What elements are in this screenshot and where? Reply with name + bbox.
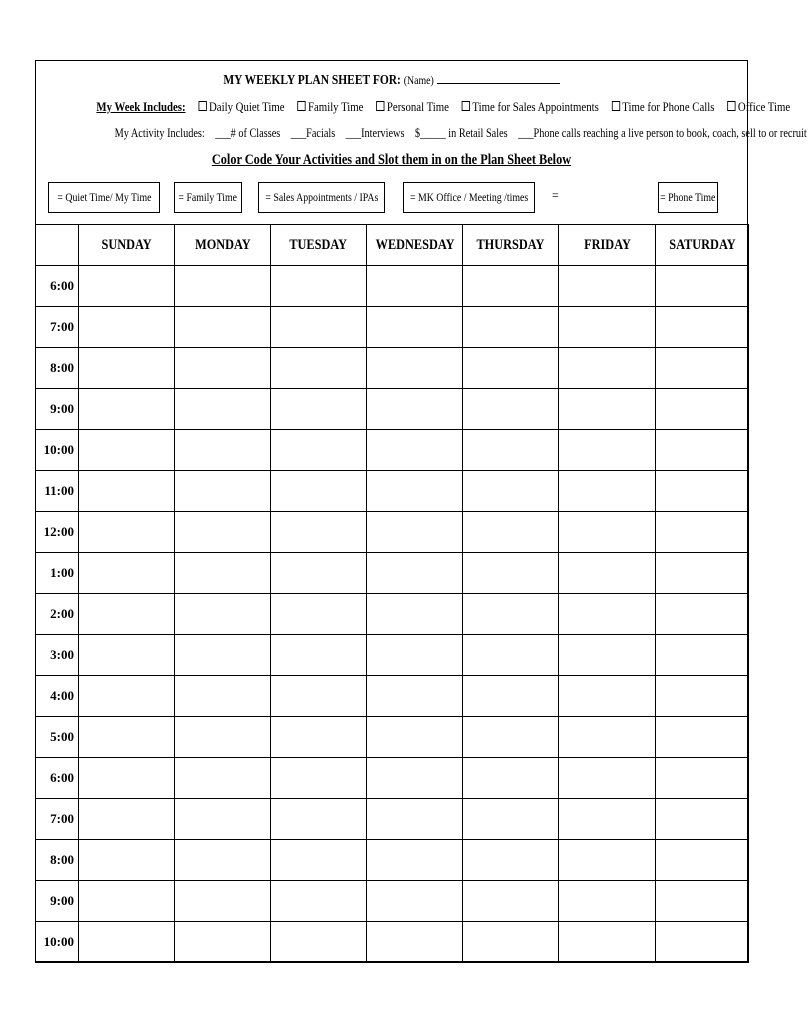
day-header-thursday: THURSDAY: [463, 225, 559, 266]
time-label: 6:00: [36, 266, 79, 307]
slot-cell-thursday[interactable]: [463, 307, 559, 348]
checkbox-icon[interactable]: [376, 101, 384, 111]
day-header-friday: FRIDAY: [559, 225, 656, 266]
slot-cell-sunday[interactable]: [79, 799, 175, 840]
slot-cell-tuesday[interactable]: [271, 881, 367, 922]
legend-mk-office[interactable]: = MK Office / Meeting /times: [403, 182, 535, 213]
slot-cell-sunday[interactable]: [79, 512, 175, 553]
slot-cell-sunday[interactable]: [79, 594, 175, 635]
slot-cell-friday[interactable]: [559, 881, 656, 922]
slot-cell-thursday[interactable]: [463, 348, 559, 389]
slot-cell-saturday[interactable]: [656, 881, 749, 922]
weekly-plan-table: [35, 224, 749, 963]
activity-facials[interactable]: ___Facials: [290, 125, 336, 140]
day-header-saturday: SATURDAY: [656, 225, 749, 266]
slot-cell-tuesday[interactable]: [271, 471, 367, 512]
slot-cell-friday[interactable]: [559, 922, 656, 963]
slot-cell-wednesday[interactable]: [367, 676, 463, 717]
slot-cell-monday[interactable]: [175, 512, 271, 553]
time-label: 3:00: [36, 635, 79, 676]
slot-cell-monday[interactable]: [175, 430, 271, 471]
slot-cell-friday[interactable]: [559, 307, 656, 348]
slot-cell-thursday[interactable]: [463, 594, 559, 635]
slot-cell-sunday[interactable]: [79, 553, 175, 594]
slot-cell-wednesday[interactable]: [367, 307, 463, 348]
slot-cell-tuesday[interactable]: [271, 512, 367, 553]
slot-cell-saturday[interactable]: [656, 676, 749, 717]
slot-cell-wednesday[interactable]: [367, 799, 463, 840]
slot-cell-tuesday[interactable]: [271, 266, 367, 307]
slot-cell-monday[interactable]: [175, 348, 271, 389]
activity-includes-label: My Activity Includes:: [114, 125, 205, 140]
time-label: 8:00: [36, 840, 79, 881]
slot-cell-sunday[interactable]: [79, 840, 175, 881]
slot-cell-saturday[interactable]: [656, 430, 749, 471]
activity-includes-row: [111, 125, 807, 141]
week-option-daily-quiet-time[interactable]: Daily Quiet Time: [198, 99, 284, 114]
time-slot-row: [36, 307, 749, 348]
slot-cell-sunday[interactable]: [79, 635, 175, 676]
slot-cell-thursday[interactable]: [463, 799, 559, 840]
slot-cell-friday[interactable]: [559, 471, 656, 512]
slot-cell-thursday[interactable]: [463, 553, 559, 594]
slot-cell-thursday[interactable]: [463, 430, 559, 471]
slot-cell-tuesday[interactable]: [271, 799, 367, 840]
time-label: 10:00: [36, 430, 79, 471]
time-label: 9:00: [36, 881, 79, 922]
week-option-sales-appointments[interactable]: Time for Sales Appointments: [462, 99, 599, 114]
slot-cell-wednesday[interactable]: [367, 840, 463, 881]
slot-cell-saturday[interactable]: [656, 512, 749, 553]
slot-cell-wednesday[interactable]: [367, 717, 463, 758]
time-label: 9:00: [36, 389, 79, 430]
time-slot-row: [36, 266, 749, 307]
checkbox-icon[interactable]: [297, 101, 305, 111]
activity-classes[interactable]: ___# of Classes: [215, 125, 281, 140]
slot-cell-saturday[interactable]: [656, 594, 749, 635]
slot-cell-monday[interactable]: [175, 594, 271, 635]
slot-cell-saturday[interactable]: [656, 553, 749, 594]
slot-cell-wednesday[interactable]: [367, 635, 463, 676]
time-slot-row: [36, 758, 749, 799]
slot-cell-friday[interactable]: [559, 635, 656, 676]
slot-cell-tuesday[interactable]: [271, 430, 367, 471]
slot-cell-thursday[interactable]: [463, 717, 559, 758]
slot-cell-tuesday[interactable]: [271, 553, 367, 594]
slot-cell-monday[interactable]: [175, 307, 271, 348]
slot-cell-monday[interactable]: [175, 389, 271, 430]
slot-cell-tuesday[interactable]: [271, 389, 367, 430]
slot-cell-monday[interactable]: [175, 922, 271, 963]
slot-cell-saturday[interactable]: [656, 471, 749, 512]
time-slot-row: [36, 594, 749, 635]
time-slot-row: [36, 512, 749, 553]
day-header-row: [36, 225, 749, 266]
slot-cell-monday[interactable]: [175, 635, 271, 676]
slot-cell-saturday[interactable]: [656, 758, 749, 799]
day-header-sunday: SUNDAY: [79, 225, 175, 266]
time-label: 6:00: [36, 758, 79, 799]
slot-cell-saturday[interactable]: [656, 840, 749, 881]
time-column-header: [36, 225, 79, 266]
legend-phone-time[interactable]: = Phone Time: [658, 182, 718, 213]
title-text: MY WEEKLY PLAN SHEET FOR:: [223, 73, 401, 88]
activity-interviews[interactable]: ___Interviews: [345, 125, 405, 140]
slot-cell-sunday[interactable]: [79, 717, 175, 758]
slot-cell-thursday[interactable]: [463, 389, 559, 430]
time-slot-row: [36, 553, 749, 594]
slot-cell-wednesday[interactable]: [367, 758, 463, 799]
slot-cell-friday[interactable]: [559, 758, 656, 799]
legend-quiet-time[interactable]: = Quiet Time/ My Time: [48, 182, 160, 213]
slot-cell-saturday[interactable]: [656, 635, 749, 676]
time-slot-row: [36, 430, 749, 471]
slot-cell-sunday[interactable]: [79, 266, 175, 307]
time-slot-row: [36, 676, 749, 717]
activity-retail-sales[interactable]: $_____ in Retail Sales: [414, 125, 508, 140]
slot-cell-tuesday[interactable]: [271, 840, 367, 881]
time-slot-row: [36, 922, 749, 963]
slot-cell-saturday[interactable]: [656, 799, 749, 840]
time-label: 7:00: [36, 307, 79, 348]
plan-sheet: [35, 60, 807, 962]
day-header-tuesday: TUESDAY: [271, 225, 367, 266]
time-slot-row: [36, 717, 749, 758]
slot-cell-sunday[interactable]: [79, 307, 175, 348]
slot-cell-thursday[interactable]: [463, 676, 559, 717]
slot-cell-tuesday[interactable]: [271, 594, 367, 635]
slot-cell-wednesday[interactable]: [367, 594, 463, 635]
time-slot-row: [36, 389, 749, 430]
slot-cell-wednesday[interactable]: [367, 266, 463, 307]
slot-cell-monday[interactable]: [175, 676, 271, 717]
activity-phone-calls[interactable]: ___Phone calls reaching a live person to book, coach, sell to or recruit: [518, 125, 807, 140]
slot-cell-saturday[interactable]: [656, 717, 749, 758]
slot-cell-saturday[interactable]: [656, 389, 749, 430]
slot-cell-monday[interactable]: [175, 266, 271, 307]
slot-cell-tuesday[interactable]: [271, 758, 367, 799]
slot-cell-friday[interactable]: [559, 512, 656, 553]
time-label: 7:00: [36, 799, 79, 840]
time-label: 5:00: [36, 717, 79, 758]
slot-cell-sunday[interactable]: [79, 389, 175, 430]
slot-cell-saturday[interactable]: [656, 266, 749, 307]
slot-cell-wednesday[interactable]: [367, 471, 463, 512]
week-option-personal-time[interactable]: Personal Time: [376, 99, 449, 114]
slot-cell-friday[interactable]: [559, 553, 656, 594]
name-field[interactable]: [437, 71, 560, 84]
checkbox-icon[interactable]: [611, 101, 619, 111]
slot-cell-friday[interactable]: [559, 430, 656, 471]
time-label: 12:00: [36, 512, 79, 553]
time-slot-row: [36, 799, 749, 840]
day-header-monday: MONDAY: [175, 225, 271, 266]
slot-cell-friday[interactable]: [559, 840, 656, 881]
slot-cell-friday[interactable]: [559, 594, 656, 635]
time-label: 11:00: [36, 471, 79, 512]
slot-cell-friday[interactable]: [559, 266, 656, 307]
slot-cell-tuesday[interactable]: [271, 676, 367, 717]
slot-cell-monday[interactable]: [175, 471, 271, 512]
slot-cell-friday[interactable]: [559, 799, 656, 840]
slot-cell-monday[interactable]: [175, 881, 271, 922]
slot-cell-sunday[interactable]: [79, 758, 175, 799]
week-includes-label: My Week Includes:: [96, 99, 186, 114]
slot-cell-wednesday[interactable]: [367, 430, 463, 471]
sheet-title: [100, 71, 683, 89]
time-slot-row: [36, 348, 749, 389]
slot-cell-thursday[interactable]: [463, 635, 559, 676]
slot-cell-monday[interactable]: [175, 758, 271, 799]
slot-cell-thursday[interactable]: [463, 758, 559, 799]
slot-cell-wednesday[interactable]: [367, 389, 463, 430]
slot-cell-monday[interactable]: [175, 717, 271, 758]
slot-cell-monday[interactable]: [175, 840, 271, 881]
slot-cell-thursday[interactable]: [463, 840, 559, 881]
slot-cell-thursday[interactable]: [463, 512, 559, 553]
time-label: 1:00: [36, 553, 79, 594]
time-label: 10:00: [36, 922, 79, 963]
day-header-wednesday: WEDNESDAY: [367, 225, 463, 266]
slot-cell-wednesday[interactable]: [367, 922, 463, 963]
slot-cell-wednesday[interactable]: [367, 553, 463, 594]
legend-family-time[interactable]: = Family Time: [174, 182, 242, 213]
slot-cell-sunday[interactable]: [79, 430, 175, 471]
slot-cell-sunday[interactable]: [79, 881, 175, 922]
time-slot-row: [36, 635, 749, 676]
legend-sales-appointments[interactable]: = Sales Appointments / IPAs: [258, 182, 385, 213]
time-slot-row: [36, 881, 749, 922]
time-label: 2:00: [36, 594, 79, 635]
time-label: 4:00: [36, 676, 79, 717]
slot-cell-sunday[interactable]: [79, 348, 175, 389]
slot-cell-wednesday[interactable]: [367, 512, 463, 553]
time-label: 8:00: [36, 348, 79, 389]
week-option-phone-calls[interactable]: Time for Phone Calls: [611, 99, 714, 114]
slot-cell-saturday[interactable]: [656, 348, 749, 389]
slot-cell-friday[interactable]: [559, 348, 656, 389]
slot-cell-thursday[interactable]: [463, 266, 559, 307]
slot-cell-monday[interactable]: [175, 799, 271, 840]
checkbox-icon[interactable]: [198, 101, 206, 111]
slot-cell-sunday[interactable]: [79, 471, 175, 512]
week-includes-row: [96, 99, 791, 115]
slot-cell-sunday[interactable]: [79, 922, 175, 963]
slot-cell-thursday[interactable]: [463, 922, 559, 963]
slot-cell-friday[interactable]: [559, 676, 656, 717]
slot-cell-tuesday[interactable]: [271, 635, 367, 676]
slot-cell-wednesday[interactable]: [367, 348, 463, 389]
slot-cell-monday[interactable]: [175, 553, 271, 594]
slot-cell-tuesday[interactable]: [271, 717, 367, 758]
color-code-heading: Color Code Your Activities and Slot them in on the Plan Sheet Below: [211, 152, 572, 168]
slot-cell-tuesday[interactable]: [271, 348, 367, 389]
time-slot-row: [36, 840, 749, 881]
week-option-family-time[interactable]: Family Time: [297, 99, 363, 114]
slot-cell-wednesday[interactable]: [367, 881, 463, 922]
slot-cell-friday[interactable]: [559, 389, 656, 430]
slot-cell-tuesday[interactable]: [271, 922, 367, 963]
legend-blank: =: [552, 188, 559, 202]
time-slot-row: [36, 471, 749, 512]
slot-cell-tuesday[interactable]: [271, 307, 367, 348]
week-option-office-time[interactable]: Office Time: [727, 99, 790, 114]
slot-cell-saturday[interactable]: [656, 922, 749, 963]
slot-cell-friday[interactable]: [559, 717, 656, 758]
slot-cell-sunday[interactable]: [79, 676, 175, 717]
slot-cell-saturday[interactable]: [656, 307, 749, 348]
checkbox-icon[interactable]: [727, 101, 735, 111]
name-label: (Name): [403, 73, 434, 87]
slot-cell-thursday[interactable]: [463, 881, 559, 922]
checkbox-icon[interactable]: [462, 101, 470, 111]
slot-cell-thursday[interactable]: [463, 471, 559, 512]
